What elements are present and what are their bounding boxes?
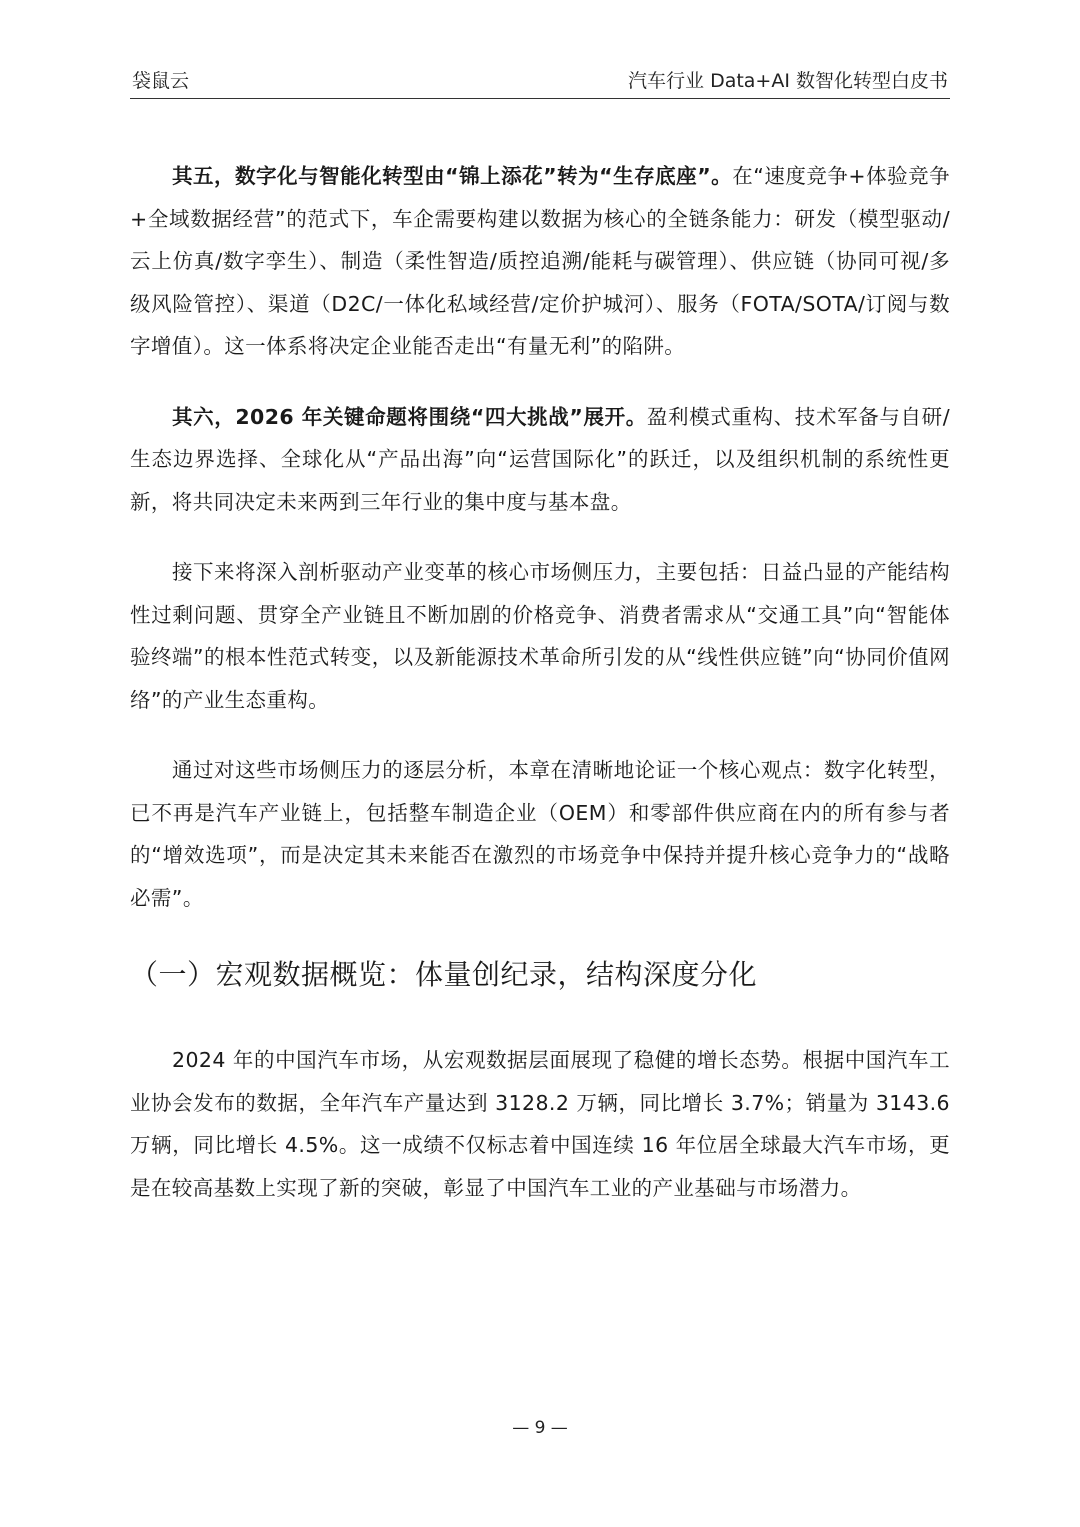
paragraph-core-argument [130,749,950,919]
paragraph-market-pressures [130,551,950,721]
paragraph-item-6 [130,396,950,524]
page-content [130,155,950,1237]
paragraph-body: 盈利模式重构、技术军备与自研/生态边界选择、全球化从“产品出海”向“运营国际化”的跃迁，以及组织机制的系统性更新，将共同决定未来两到三年行业的集中度与基本盘。 [130,404,951,514]
paragraph-lead: 其五，数字化与智能化转型由“锦上添花”转为“生存底座”。 [172,164,733,188]
page-number: — 9 — [512,1418,568,1438]
paragraph-lead: 其六，2026 年关键命题将围绕“四大挑战”展开。 [172,404,647,429]
paragraph-body: 在“速度竞争+体验竞争+全域数据经营”的范式下，车企需要构建以数据为核心的全链条能力：研发（模型驱动/云上仿真/数字孪生）、制造（柔性智造/质控追溯/能耗与碳管理）、供应链（协同可视/多级风险管控）、渠道（D2C/一体化私域经营/定价护城河）、服务（FOTA/SOTA/订阅与数字增值）。这一体系将决定企业能否走出“有量无利”的陷阱。 [130,164,951,358]
header-brand: 袋鼠云 [132,70,190,92]
paragraph-body: 通过对这些市场侧压力的逐层分析，本章在清晰地论证一个核心观点：数字化转型，已不再是汽车产业链上，包括整车制造企业（OEM）和零部件供应商在内的所有参与者的“增效选项”，而是决定其未来能否在激烈的市场竞争中保持并提升核心竞争力的“战略必需”。 [130,758,950,910]
section-heading: （一）宏观数据概览：体量创纪录，结构深度分化 [130,958,758,991]
paragraph-macro-data: 2024 年的中国汽车市场，从宏观数据层面展现了稳健的增长态势。根据中国汽车工业协会发布的数据，全年汽车产量达到 3128.2 万辆，同比增长 3.7%；销量为 3143.6 万辆，同比增长 4.5%。这一成绩不仅标志着中国连续 16 年位居全球最大汽车市场，更是在较高基数上实现了新的突破，彰显了中国汽车工业的产业基础与市场潜力。 [130,1048,950,1200]
paragraph-item-5 [130,155,950,368]
paragraph-body: 接下来将深入剖析驱动产业变革的核心市场侧压力，主要包括：日益凸显的产能结构性过剩问题、贯穿全产业链且不断加剧的价格竞争、消费者需求从“交通工具”向“智能体验终端”的根本性范式转变，以及新能源技术革命所引发的从“线性供应链”向“协同价值网络”的产业生态重构。 [130,560,950,712]
header-document-title: 汽车行业 Data+AI 数智化转型白皮书 [628,70,948,92]
page-header [130,62,950,99]
